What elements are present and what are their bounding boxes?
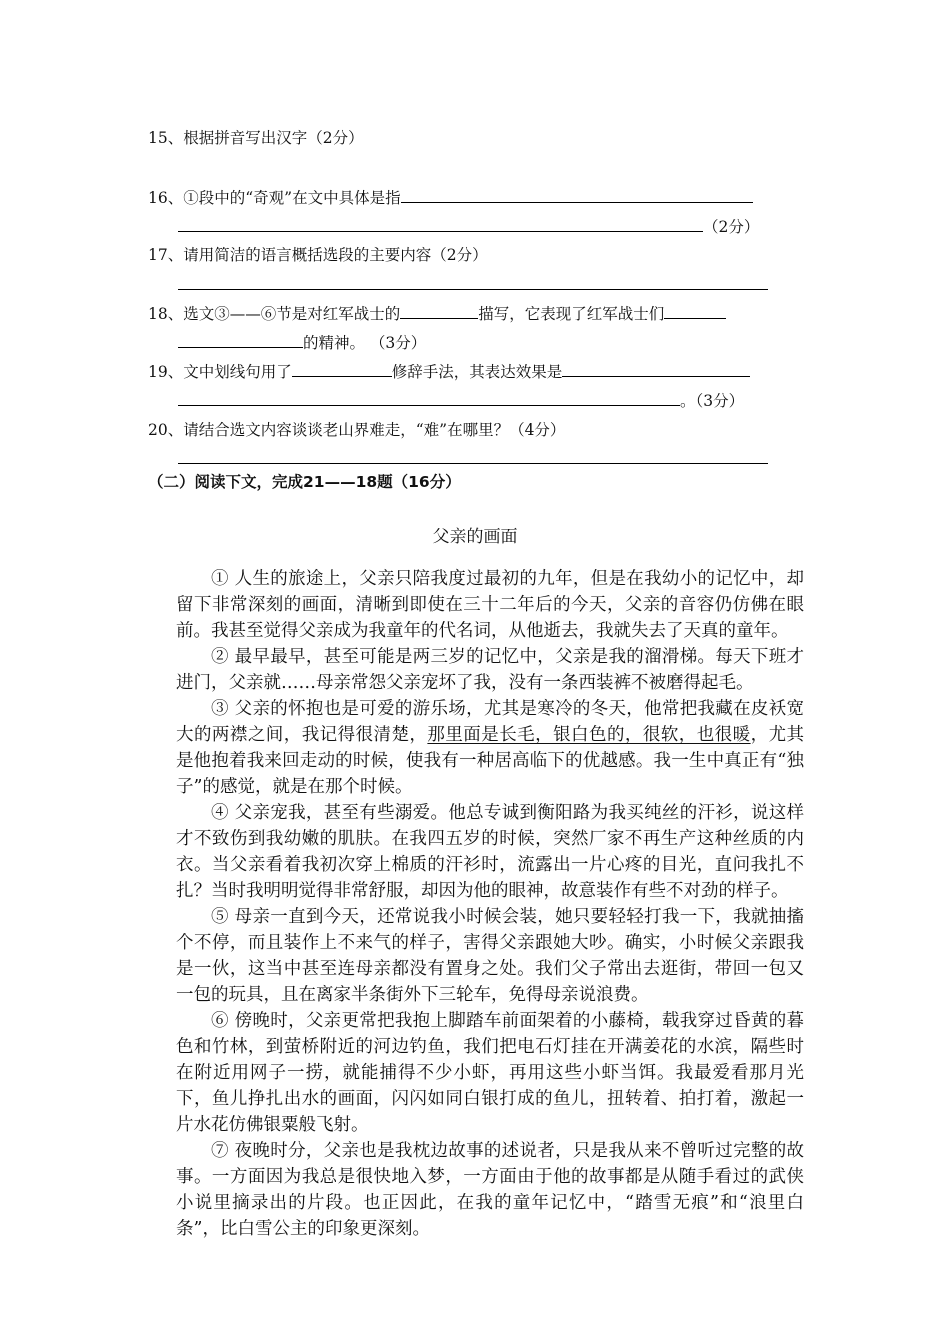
question-17-answer: [178, 274, 768, 295]
paragraph-4: ④ 父亲宠我，甚至有些溺爱。他总专诚到衡阳路为我买纯丝的汗衫，说这样才不致伤到我幼嫩的肌肤。在我四五岁的时候，突然厂家不再生产这种丝质的内衣。当父亲看着我初次穿上棉质的汗衫时，流露出一片心疼的目光，直问我扎不扎？当时我明明觉得非常舒服，却因为他的眼神，故意装作有些不对劲的样子。: [176, 803, 804, 901]
question-20-answer: [178, 448, 768, 469]
answer-blank-19b[interactable]: [562, 361, 750, 377]
article-title: 父亲的画面: [432, 527, 518, 547]
question-18-cont: 的精神。 （3分）: [178, 332, 426, 353]
answer-blank-19a[interactable]: [292, 361, 392, 377]
question-16-cont: （2分）: [178, 216, 759, 237]
answer-blank-20[interactable]: [178, 448, 768, 464]
question-18: 18、选文③——⑥节是对红军战士的 描写，它表现了红军战士们: [148, 303, 726, 324]
paragraph-5: ⑤ 母亲一直到今天，还常说我小时候会装，她只要轻轻打我一下，我就抽搐个不停，而且装作上不来气的样子，害得父亲跟她大吵。确实，小时候父亲跟我是一伙，这当中甚至连母亲都没有置身之处。我们父子常出去逛街，带回一包又一包的玩具，且在离家半条街外下三轮车，免得母亲说浪费。: [176, 907, 804, 1005]
answer-blank-18a[interactable]: [400, 303, 478, 319]
question-19: 19、文中划线句用了 修辞手法，其表达效果是: [148, 361, 750, 382]
paragraph-1: ① 人生的旅途上，父亲只陪我度过最初的九年，但是在我幼小的记忆中，却留下非常深刻的画面，清晰到即使在三十二年后的今天，父亲的音容仍仿佛在眼前。我甚至觉得父亲成为我童年的代名词，从他逝去，我就失去了天真的童年。: [176, 569, 804, 641]
paragraph-3: ③ 父亲的怀抱也是可爱的游乐场，尤其是寒冷的冬天，他常把我藏在皮袄宽大的两襟之间，我记得很清楚，那里面是长毛，银白色的，很软，也很暖，尤其是他抱着我来回走动的时候，使我有一种居高临下的优越感。我一生中真正有“独子”的感觉，就是在那个时候。: [176, 699, 805, 797]
question-17: 17、请用简洁的语言概括选段的主要内容（2分）: [148, 246, 488, 264]
section-heading: （二）阅读下文，完成21——18题（16分）: [148, 473, 461, 491]
underlined-sentence: 那里面是长毛，银白色的，很软，也很暖: [427, 725, 751, 745]
paragraph-7: ⑦ 夜晚时分，父亲也是我枕边故事的述说者，只是我从来不曾听过完整的故事。一方面因为我总是很快地入梦，一方面由于他的故事都是从随手看过的武侠小说里摘录出的片段。也正因此，在我的童年记忆中，“踏雪无痕”和“浪里白条”，比白雪公主的印象更深刻。: [176, 1141, 804, 1239]
question-19-cont: 。（3分）: [178, 390, 744, 411]
paragraph-2: ② 最早最早，甚至可能是两三岁的记忆中，父亲是我的溜滑梯。每天下班才进门，父亲就……母亲常怨父亲宠坏了我，没有一条西装裤不被磨得起毛。: [176, 647, 804, 693]
answer-blank-16b[interactable]: [178, 216, 703, 232]
answer-blank-18c[interactable]: [178, 332, 303, 348]
question-20: 20、请结合选文内容谈谈老山界难走，“难”在哪里？（4分）: [148, 421, 566, 439]
article-body: [176, 566, 804, 1242]
answer-blank-19c[interactable]: [178, 390, 680, 406]
question-15: 15、根据拼音写出汉字（2分）: [148, 129, 364, 147]
question-16: 16、①段中的“奇观”在文中具体是指: [148, 187, 753, 208]
answer-blank-16a[interactable]: [401, 187, 753, 203]
answer-blank-18b[interactable]: [664, 303, 726, 319]
paragraph-6: ⑥ 傍晚时，父亲更常把我抱上脚踏车前面架着的小藤椅，载我穿过昏黄的暮色和竹林，到萤桥附近的河边钓鱼，我们把电石灯挂在开满姜花的水滨，隔些时在附近用网子一捞，就能捕得不少小虾，再用这些小虾当饵。我最爱看那月光下，鱼儿挣扎出水的画面，闪闪如同白银打成的鱼儿，扭转着、拍打着，激起一片水花仿佛银粟般飞射。: [176, 1011, 804, 1135]
answer-blank-17[interactable]: [178, 274, 768, 290]
